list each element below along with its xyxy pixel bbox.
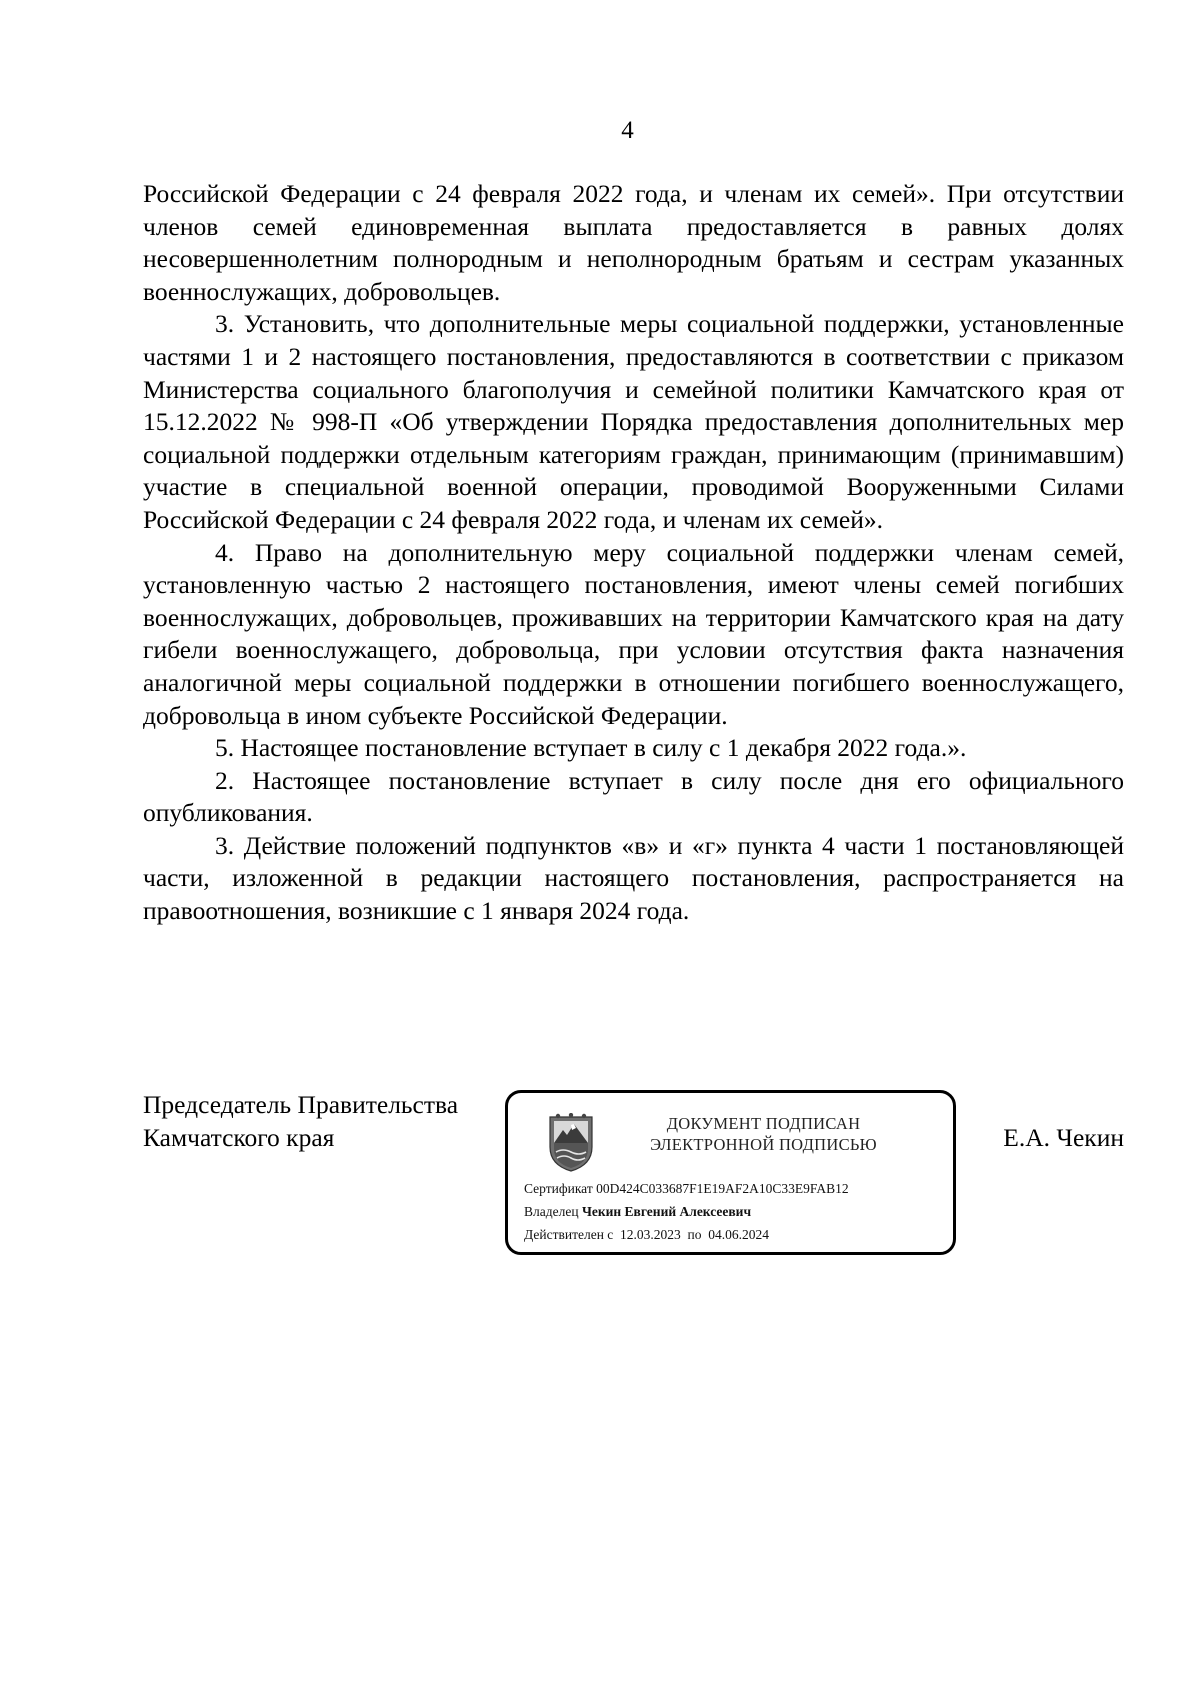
document-body [143, 178, 1124, 928]
certificate-value: 00D424C033687F1E19AF2A10C33E9FAB12 [596, 1181, 849, 1196]
validity-label: Действителен с [524, 1227, 614, 1242]
paragraph-item-4: 4. Право на дополнительную меру социальной поддержки членам семей, установленную частью 2 настоящего постановления, имеют члены семей погибших военнослужащих, добровольцев, проживавших на территории Камчатского края на дату гибели военнослужащего, добровольца, при условии отсутствия факта назначения аналогичной меры социальной поддержки в отношении погибшего военнослужащего, добровольца в ином субъекте Российской Федерации. [143, 537, 1124, 730]
valid-to: 04.06.2024 [708, 1227, 770, 1242]
stamp-title-line-1: ДОКУМЕНТ ПОДПИСАН [666, 1114, 861, 1133]
validity-to-label: по [687, 1227, 702, 1242]
stamp-title-line-2: ЭЛЕКТРОННОЙ ПОДПИСЬЮ [650, 1135, 877, 1154]
signatory-position [143, 1089, 458, 1154]
paragraph-item-5: 5. Настоящее постановление вступает в силу с 1 декабря 2022 года.». [215, 733, 967, 763]
paragraph-clause-2: 2. Настоящее постановление вступает в силу после дня его официального опубликования. [143, 765, 1124, 828]
owner-label: Владелец [524, 1204, 579, 1219]
signatory-position-line-1: Председатель Правительства [143, 1090, 459, 1119]
paragraph-clause-3: 3. Действие положений подпунктов «в» и «г» пункта 4 части 1 постановляющей части, изложенной в редакции настоящего постановления, распространяется на правоотношения, возникшие с 1 января 2024 года. [143, 830, 1124, 926]
stamp-certificate-row [524, 1177, 849, 1200]
page-number: 4 [621, 117, 634, 144]
stamp-details [524, 1177, 849, 1246]
stamp-owner-row [524, 1200, 849, 1223]
electronic-signature-stamp [505, 1090, 956, 1255]
paragraph-item-3: 3. Установить, что дополнительные меры социальной поддержки, установленные частями 1 и 2 настоящего постановления, предоставляются в соответствии с приказом Министерства социального благополучия и семейной политики Камчатского края от 15.12.2022 № 998-П «Об утверждении Порядка предоставления дополнительных мер социальной поддержки отдельным категориям граждан, принимающим (принимавшим) участие в специальной военной операции, проводимой Вооруженными Силами Российской Федерации с 24 февраля 2022 года, и членам их семей». [143, 309, 1124, 534]
stamp-title [616, 1113, 911, 1155]
valid-from: 12.03.2023 [620, 1227, 681, 1242]
stamp-validity-row [524, 1223, 849, 1246]
certificate-label: Сертификат [524, 1181, 593, 1196]
owner-value: Чекин Евгений Алексеевич [581, 1204, 752, 1219]
signatory-name: Е.А. Чекин [1003, 1123, 1124, 1152]
signatory-position-line-2: Камчатского края [143, 1122, 335, 1152]
paragraph-continuation: Российской Федерации с 24 февраля 2022 года, и членам их семей». При отсутствии членов семей единовременная выплата предоставляется в равных долях несовершеннолетним полнородным и неполнородным братьям и сестрам указанных военнослужащих, добровольцев. [143, 179, 1124, 306]
coat-of-arms-icon [546, 1113, 596, 1173]
